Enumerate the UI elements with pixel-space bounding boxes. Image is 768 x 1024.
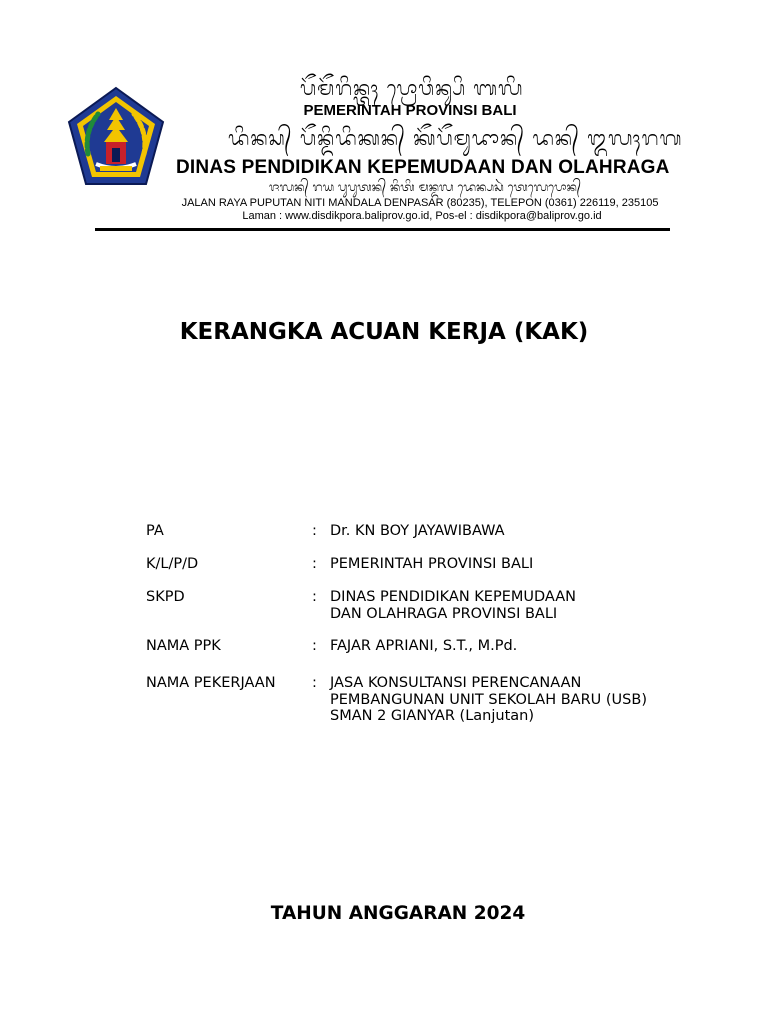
- office-address: JALAN RAYA PUPUTAN NITI MANDALA DENPASAR (80235), TELEPON (0361) 226119, 235105: [181, 197, 659, 209]
- info-label: PA: [146, 523, 164, 539]
- info-value-line: JASA KONSULTANSI PERENCANAAN: [330, 675, 582, 691]
- info-value-line: PEMERINTAH PROVINSI BALI: [330, 556, 534, 572]
- info-label: SKPD: [146, 589, 185, 605]
- info-value-line: Dr. KN BOY JAYAWIBAWA: [330, 523, 505, 539]
- balinese-script-address: ᬚᬮᬦ᭄ ᬭᬬ ᬧᬸᬧᬸᬢᬦ᭄ ᬦᬶᬢᬶ ᬫᬦ᭄ᬤᬮ ᬤᬾᬦ᭄ᬧᬲᬃ ᬢᬾᬮᬾᬧᭀᬦ᭄: [268, 180, 582, 194]
- document-title: KERANGKA ACUAN KERJA (KAK): [179, 319, 589, 345]
- info-separator: :: [312, 589, 317, 605]
- department-name: DINAS PENDIDIKAN KEPEMUDAAN DAN OLAHRAGA: [176, 157, 670, 178]
- info-label: NAMA PPK: [146, 638, 221, 654]
- info-value: [330, 556, 670, 573]
- budget-year: TAHUN ANGGARAN 2024: [270, 903, 526, 924]
- bali-province-emblem-icon: [66, 86, 166, 188]
- letterhead-divider: [95, 228, 670, 231]
- info-value: [330, 638, 670, 655]
- government-name: PEMERINTAH PROVINSI BALI: [303, 102, 517, 119]
- info-value: [330, 675, 670, 725]
- info-value-line: FAJAR APRIANI, S.T., M.Pd.: [330, 638, 518, 654]
- info-value-line: DINAS PENDIDIKAN KEPEMUDAAN: [330, 589, 576, 605]
- info-separator: :: [312, 523, 317, 539]
- info-value-line: SMAN 2 GIANYAR (Lanjutan): [330, 708, 534, 724]
- info-separator: :: [312, 675, 317, 691]
- info-separator: :: [312, 556, 317, 572]
- info-label: NAMA PEKERJAAN: [146, 675, 276, 691]
- balinese-script-government: ᬧᭂᬫᭂᬭᬶᬦ᭄ᬢᬄ ᬧ᭄ᬭᭀᬯᬶᬦ᭄ᬲᬶ ᬩᬮᬶ: [300, 76, 524, 100]
- balinese-script-department: ᬤᬶᬦᬲ᭄ ᬧᭂᬦ᭄ᬤᬶᬤᬶᬓᬦ᭄ ᬓᭂᬧᭂᬫᬸᬤᬵᬦ᭄ ᬤᬦ᭄ ᬑᬮᬄᬭᬕ: [228, 126, 683, 150]
- info-label: K/L/P/D: [146, 556, 199, 572]
- info-value-line: DAN OLAHRAGA PROVINSI BALI: [330, 605, 558, 622]
- website-email: Laman : www.disdikpora.baliprov.go.id, Pos-el : disdikpora@baliprov.go.id: [242, 210, 602, 222]
- info-value-line: PEMBANGUNAN UNIT SEKOLAH BARU (USB): [330, 691, 647, 708]
- info-value: [330, 523, 670, 540]
- info-value: [330, 589, 670, 622]
- letterhead: [0, 0, 768, 240]
- info-separator: :: [312, 638, 317, 654]
